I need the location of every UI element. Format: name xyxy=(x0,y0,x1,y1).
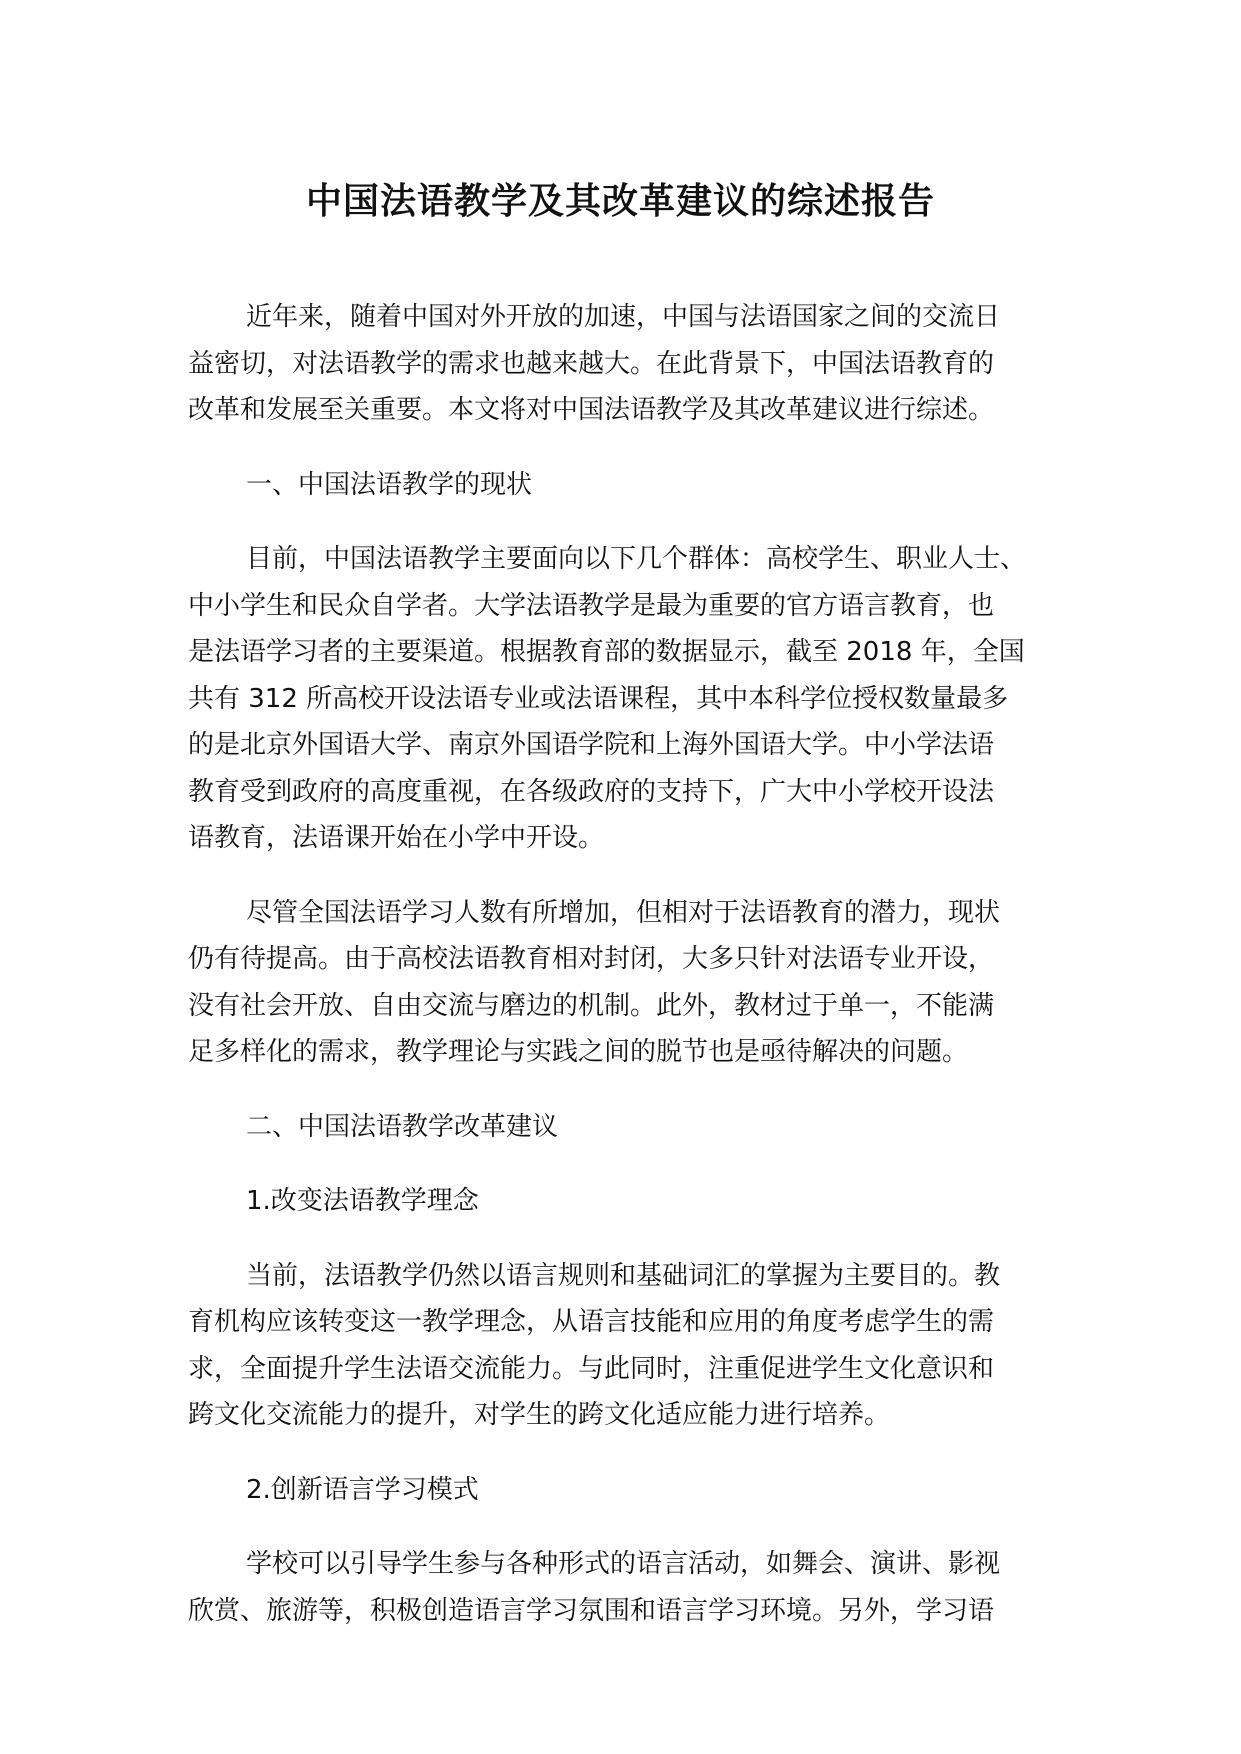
paragraph-line: 欣赏、旅游等，积极创造语言学习氛围和语言学习环境。另外，学习语 xyxy=(188,1595,995,1626)
paragraph-line: 改革和发展至关重要。本文将对中国法语教学及其改革建议进行综述。 xyxy=(188,395,995,425)
paragraph-line: 当前，法语教学仍然以语言规则和基础词汇的掌握为主要目的。教 xyxy=(246,1260,1001,1291)
paragraph-line: 近年来，随着中国对外开放的加速，中国与法语国家之间的交流日 xyxy=(246,302,1001,332)
paragraph-line: 益密切，对法语教学的需求也越来越大。在此背景下，中国法语教育的 xyxy=(188,348,995,379)
paragraph-line: 足多样化的需求，教学理论与实践之间的脱节也是亟待解决的问题。 xyxy=(188,1037,969,1067)
paragraph-line: 仍有待提高。由于高校法语教育相对封闭，大多只针对法语专业开设， xyxy=(188,944,995,974)
subsection-heading-concept: 1.改变法语教学理念 xyxy=(246,1186,479,1216)
paragraph-line: 目前，中国法语教学主要面向以下几个群体：高校学生、职业人士、 xyxy=(246,544,1027,574)
paragraph-line: 共有 312 所高校开设法语专业或法语课程，其中本科学位授权数量最多 xyxy=(188,683,1009,714)
paragraph-problems xyxy=(188,890,1068,1076)
paragraph-line: 育机构应该转变这一教学理念，从语言技能和应用的角度考虑学生的需 xyxy=(188,1307,995,1337)
paragraph-line: 是法语学习者的主要渠道。根据教育部的数据显示，截至 2018 年，全国 xyxy=(188,637,1025,667)
paragraph-mode xyxy=(188,1541,1068,1634)
paragraph-line: 跨文化交流能力的提升，对学生的跨文化适应能力进行培养。 xyxy=(188,1400,891,1430)
paragraph-line: 教育受到政府的高度重视，在各级政府的支持下，广大中小学校开设法 xyxy=(188,776,995,807)
paragraph-line: 语教育，法语课开始在小学中开设。 xyxy=(188,823,605,853)
document-body xyxy=(188,294,1068,1662)
paragraph-line: 求，全面提升学生法语交流能力。与此同时，注重促进学生文化意识和 xyxy=(188,1353,995,1384)
section-heading-status: 一、中国法语教学的现状 xyxy=(246,469,533,500)
paragraph-intro xyxy=(188,294,1068,434)
paragraph-line: 尽管全国法语学习人数有所增加，但相对于法语教育的潜力，现状 xyxy=(246,897,1001,928)
paragraph-status xyxy=(188,536,1068,862)
paragraph-line: 没有社会开放、自由交流与磨边的机制。此外，教材过于单一，不能满 xyxy=(188,990,995,1021)
paragraph-line: 学校可以引导学生参与各种形式的语言活动，如舞会、演讲、影视 xyxy=(246,1549,1001,1579)
document-title: 中国法语教学及其改革建议的综述报告 xyxy=(305,181,935,222)
paragraph-line: 中小学生和民众自学者。大学法语教学是最为重要的官方语言教育，也 xyxy=(188,590,995,621)
paragraph-line: 的是北京外国语大学、南京外国语学院和上海外国语大学。中小学法语 xyxy=(188,730,995,760)
subsection-heading-mode: 2.创新语言学习模式 xyxy=(246,1474,479,1505)
section-heading-reform: 二、中国法语教学改革建议 xyxy=(246,1111,559,1142)
paragraph-concept xyxy=(188,1253,1068,1439)
